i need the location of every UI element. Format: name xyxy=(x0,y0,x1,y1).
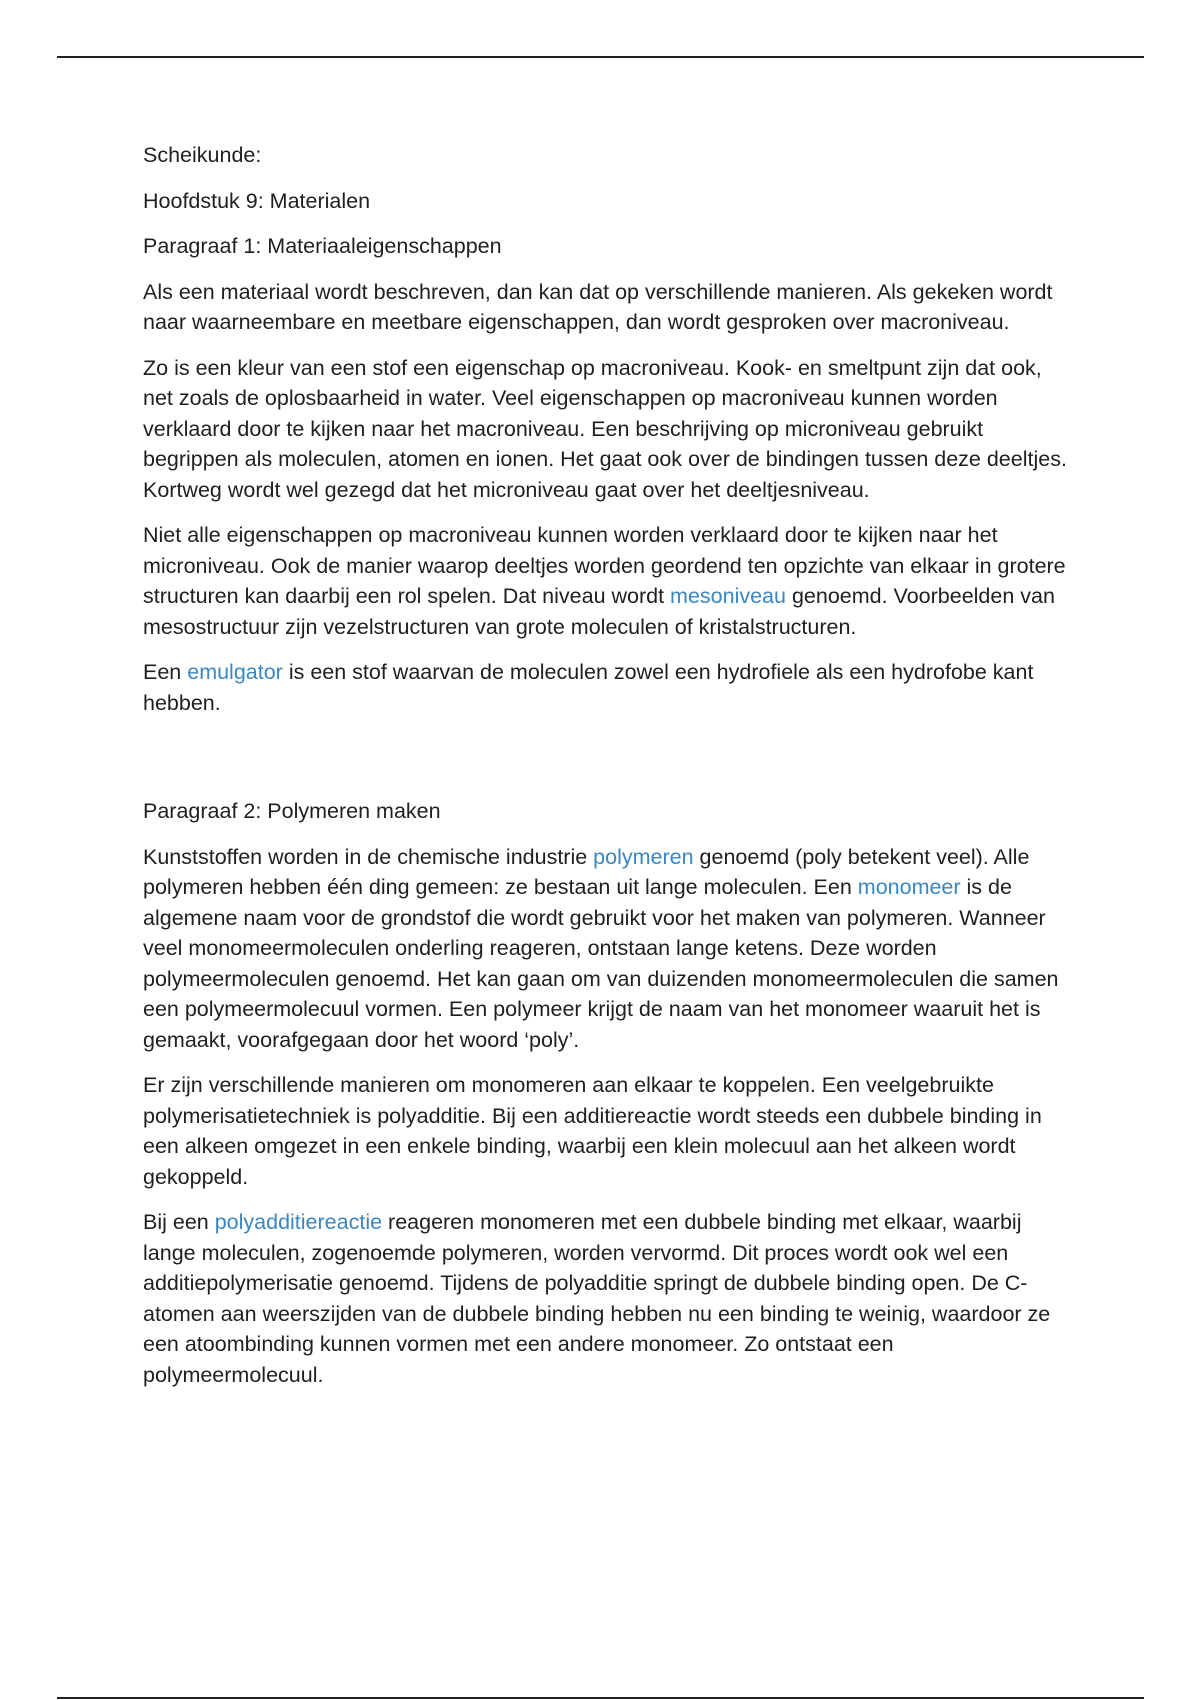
section2-paragraph-2: Er zijn verschillende manieren om monomeren aan elkaar te koppelen. Een veelgebruikte polymerisatietechniek is polyadditie. Bij een additiereactie wordt steeds een dubbele binding in een alkeen omgezet in een enkele binding, waarbij een klein molecuul aan het alkeen wordt gekoppeld. xyxy=(143,1073,1042,1189)
text-run: reageren monomeren met een dubbele binding met elkaar, waarbij lange moleculen, zogenoemde polymeren, worden vervormd. Dit proces wordt ook wel een additiepolymerisatie genoemd. Tijdens de polyadditie springt de dubbele binding open. De C-atomen aan weerszijden van de dubbele binding hebben nu een binding te weinig, waardoor ze een atoombinding kunnen vormen met een andere monomeer. Zo ontstaat een polymeermolecuul. xyxy=(143,1210,1051,1387)
section2-paragraph-1 xyxy=(143,842,1073,1056)
text-run: Kunststoffen worden in de chemische industrie xyxy=(143,844,594,869)
section-spacer xyxy=(143,733,1073,796)
subject-heading: Scheikunde: xyxy=(143,143,262,167)
term-polyadditiereactie: polyadditiereactie xyxy=(214,1210,383,1234)
text-run: is de algemene naam voor de grondstof die wordt gebruikt voor het maken van polymeren. Wanneer veel monomeermoleculen onderling reageren, ontstaan lange ketens. Deze worden polymeermoleculen genoemd. Het kan gaan om van duizenden monomeermoleculen die samen een polymeermolecuul vormen. Een polymeer krijgt de naam van het monomeer waaruit het is gemaakt, voorafgegaan door het woord ‘poly’. xyxy=(143,875,1059,1052)
text-run: Niet alle eigenschappen op macroniveau kunnen worden verklaard door te kijken naar het microniveau. Ook de manier waarop deeltjes worden geordend ten opzichte van elkaar in grotere structuren kan daarbij een rol spelen. Dat niveau wordt xyxy=(143,523,1066,608)
bottom-rule xyxy=(57,1697,1144,1699)
term-emulgator: emulgator xyxy=(187,660,283,684)
document-body xyxy=(143,140,1073,1405)
section1-paragraph-2: Zo is een kleur van een stof een eigenschap op macroniveau. Kook- en smeltpunt zijn dat ook, net zoals de oplosbaarheid in water. Veel eigenschappen op macroniveau kunnen worden verklaard door te kijken naar het macroniveau. Een beschrijving op microniveau gebruikt begrippen als moleculen, atomen en ionen. Het gaat ook over de bindingen tussen deze deeltjes. Kortweg wordt wel gezegd dat het microniveau gaat over het deeltjesniveau. xyxy=(143,355,1067,502)
section1-paragraph-3 xyxy=(143,520,1073,642)
term-polymeren: polymeren xyxy=(593,844,694,869)
section1-title: Paragraaf 1: Materiaaleigenschappen xyxy=(143,234,502,258)
section1-paragraph-4 xyxy=(143,657,1073,718)
text-run: Een xyxy=(143,660,188,684)
top-rule xyxy=(57,56,1144,58)
text-run: is een stof waarvan de moleculen zowel een hydrofiele als een hydrofobe kant hebben. xyxy=(143,660,1034,715)
term-monomeer: monomeer xyxy=(857,875,961,899)
term-mesoniveau: mesoniveau xyxy=(670,584,786,608)
text-run: genoemd (poly betekent veel). Alle polymeren hebben één ding gemeen: ze bestaan uit lange moleculen. Een xyxy=(143,844,1030,899)
chapter-heading: Hoofdstuk 9: Materialen xyxy=(143,188,371,213)
section2-paragraph-3 xyxy=(143,1207,1073,1390)
section2-title: Paragraaf 2: Polymeren maken xyxy=(143,799,441,823)
text-run: genoemd. Voorbeelden van mesostructuur zijn vezelstructuren van grote moleculen of kristalstructuren. xyxy=(143,584,1055,639)
section1-paragraph-1: Als een materiaal wordt beschreven, dan kan dat op verschillende manieren. Als gekeken wordt naar waarneembare en meetbare eigenschappen, dan wordt gesproken over macroniveau. xyxy=(143,279,1053,334)
text-run: Bij een xyxy=(143,1210,215,1234)
